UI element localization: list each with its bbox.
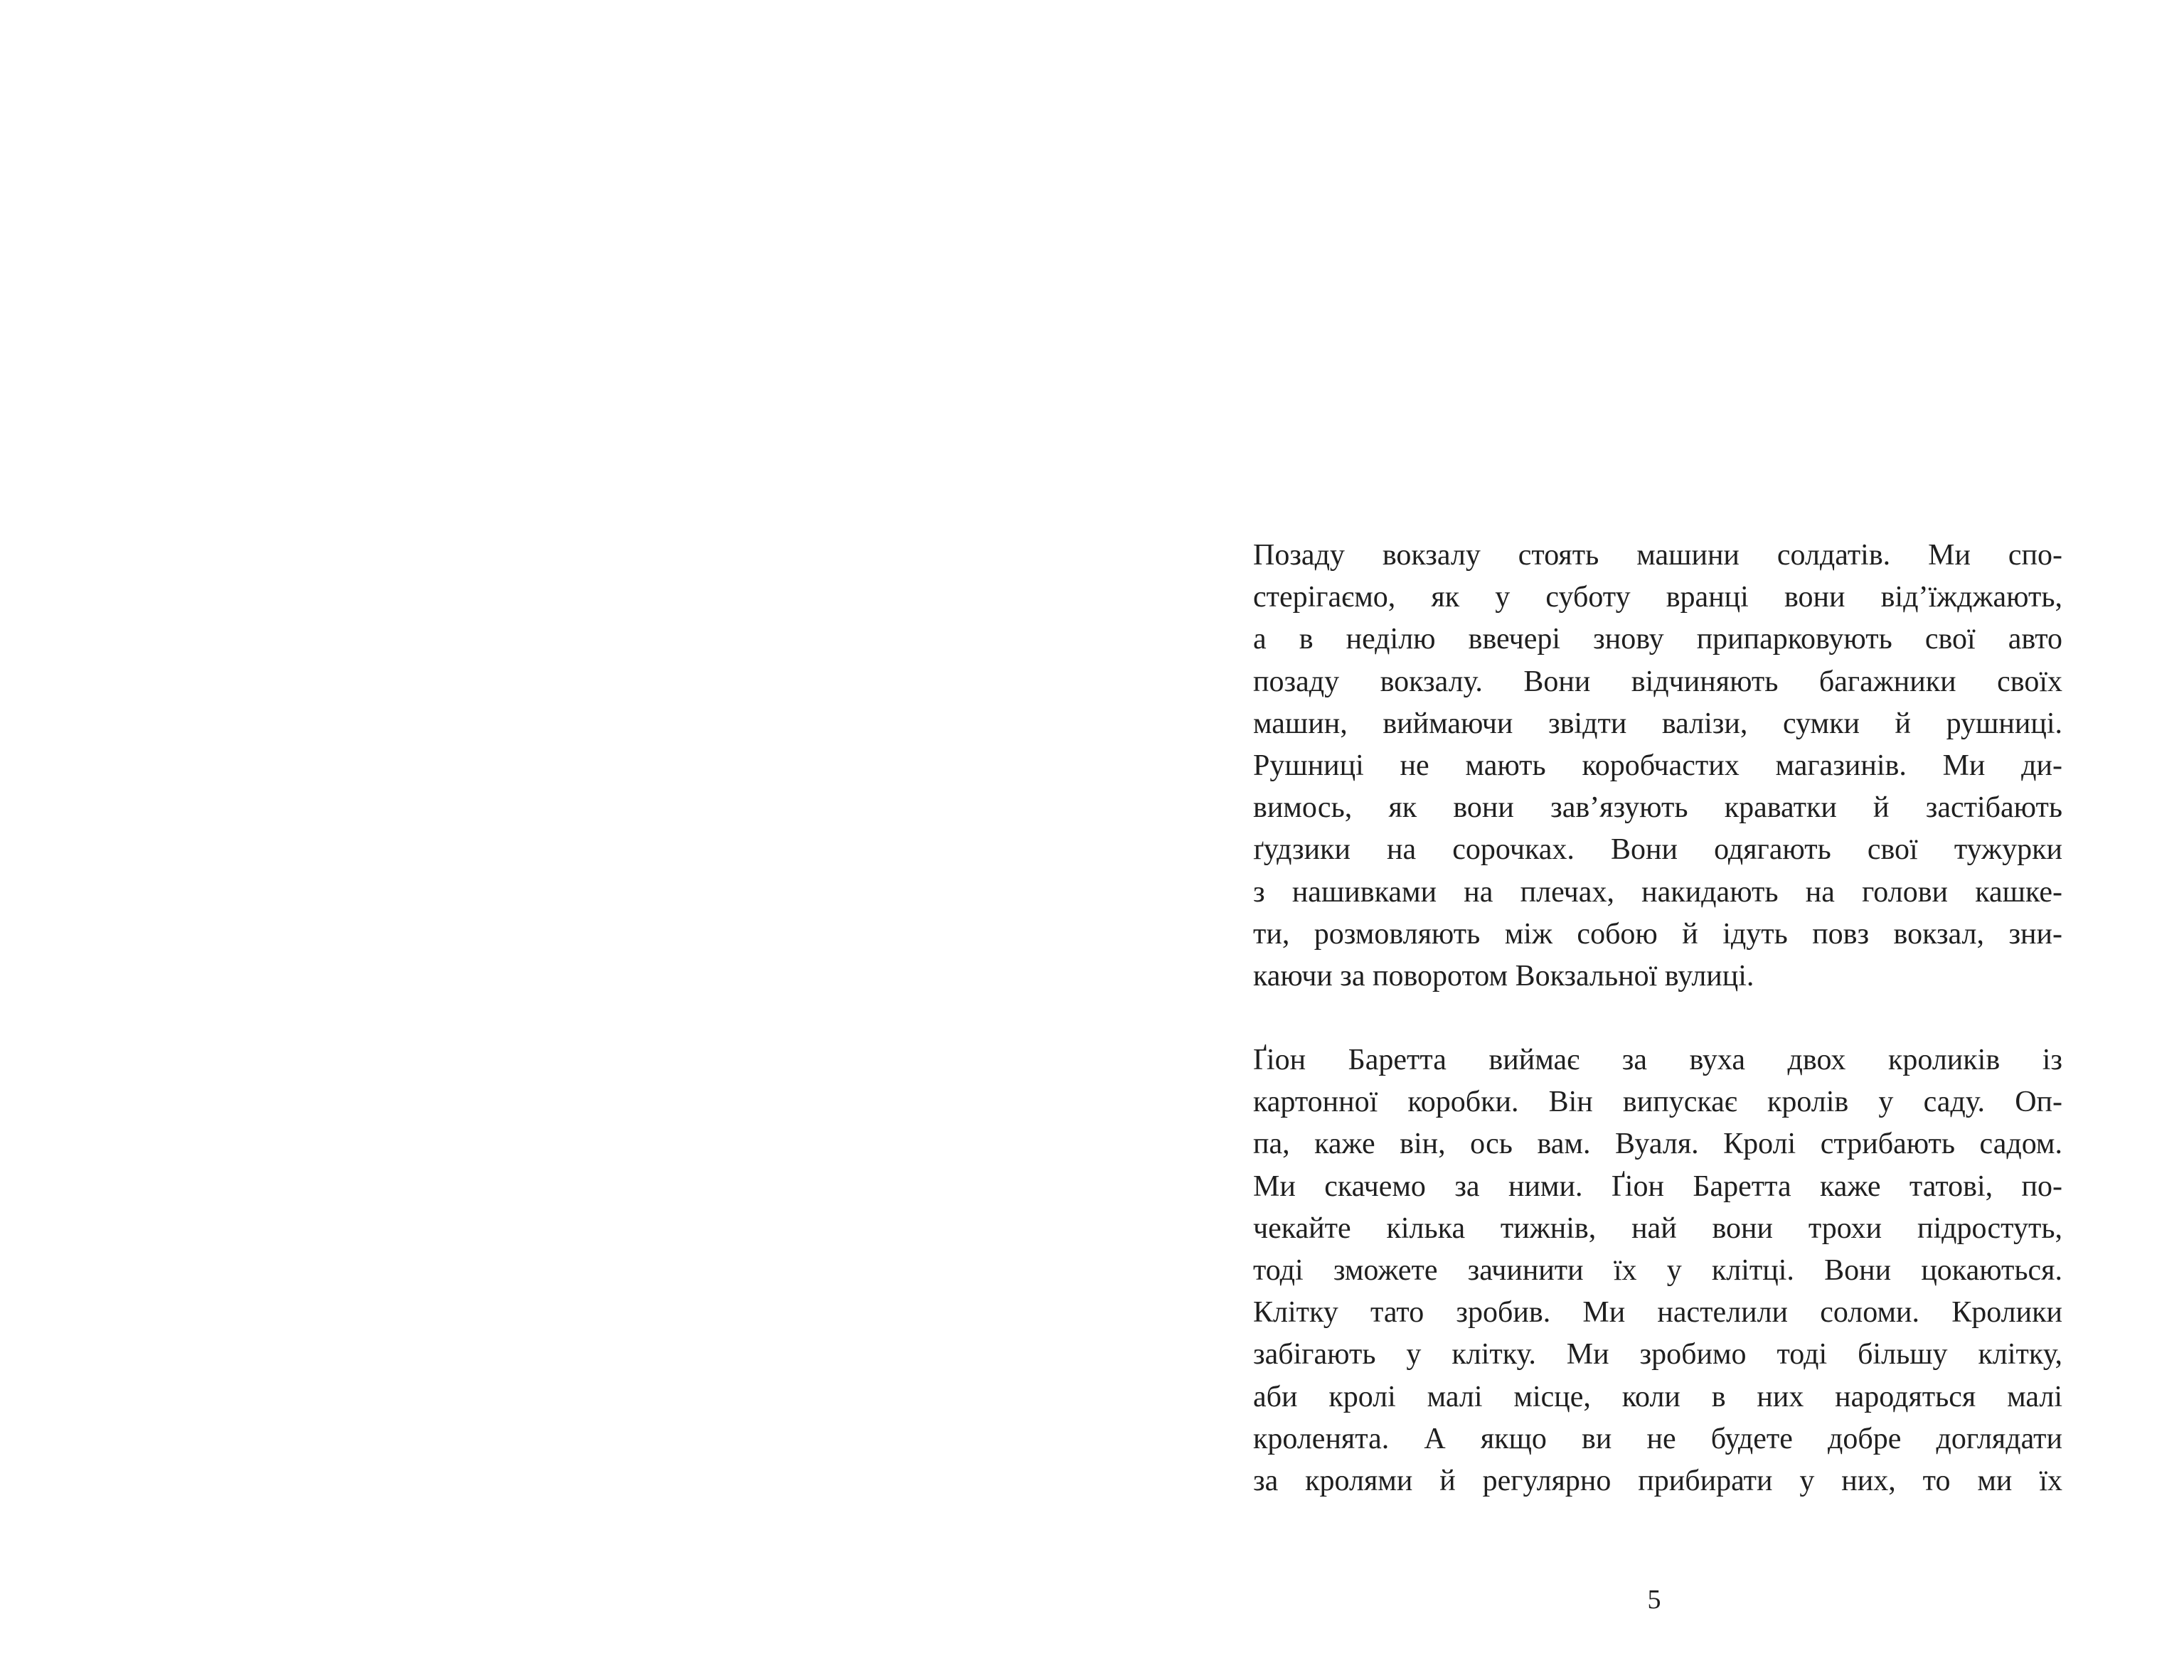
text-line: Ми скачемо за ними. Ґіон Баретта каже татові, по-: [1253, 1170, 2062, 1203]
paragraph-1: [1253, 535, 2062, 997]
text-column: [1253, 535, 2062, 1502]
text-line: чекайте кілька тижнів, най вони трохи підростуть,: [1253, 1211, 2062, 1245]
text-line: а в неділю ввечері знову припарковують свої авто: [1253, 623, 2062, 656]
text-line: Рушниці не мають коробчастих магазинів. Ми ди-: [1253, 749, 2062, 782]
text-line: аби кролі малі місце, коли в них народяться малі: [1253, 1380, 2062, 1413]
page-number: 5: [1647, 1585, 1661, 1615]
paragraph-2: [1253, 1039, 2062, 1502]
text-line: Ґіон Баретта виймає за вуха двох кроликів із: [1253, 1044, 2062, 1077]
text-line: за кролями й регулярно прибирати у них, то ми їх: [1253, 1464, 2062, 1497]
text-line: картонної коробки. Він випускає кролів у саду. Оп-: [1253, 1086, 2062, 1119]
text-line: ти, розмовляють між собою й ідуть повз вокзал, зни-: [1253, 917, 2062, 951]
text-line: па, каже він, ось вам. Вуаля. Кролі стрибають садом.: [1253, 1128, 2062, 1161]
text-line: ґудзики на сорочках. Вони одягають свої тужурки: [1253, 833, 2062, 867]
text-line: машин, виймаючи звідти валізи, сумки й рушниці.: [1253, 707, 2062, 740]
text-line: каючи за поворотом Вокзальної вулиці.: [1253, 959, 1754, 993]
paragraph-gap: [1253, 997, 2062, 1039]
text-line: тоді зможете зачинити їх у клітці. Вони цокаються.: [1253, 1254, 2062, 1287]
text-line: вимось, як вони зав’язують краватки й застібають: [1253, 791, 2062, 825]
text-line: позаду вокзалу. Вони відчиняють багажники своїх: [1253, 665, 2062, 698]
text-line: кроленята. А якщо ви не будете добре доглядати: [1253, 1422, 2062, 1455]
text-line: з нашивками на плечах, накидають на голови кашке-: [1253, 875, 2062, 909]
text-line: Позаду вокзалу стоять машини солдатів. Ми спо-: [1253, 539, 2062, 572]
text-line: Клітку тато зробив. Ми настелили соломи. Кролики: [1253, 1296, 2062, 1329]
text-line: забігають у клітку. Ми зробимо тоді більшу клітку,: [1253, 1338, 2062, 1371]
text-line: стерігаємо, як у суботу вранці вони від’їжджають,: [1253, 581, 2062, 614]
